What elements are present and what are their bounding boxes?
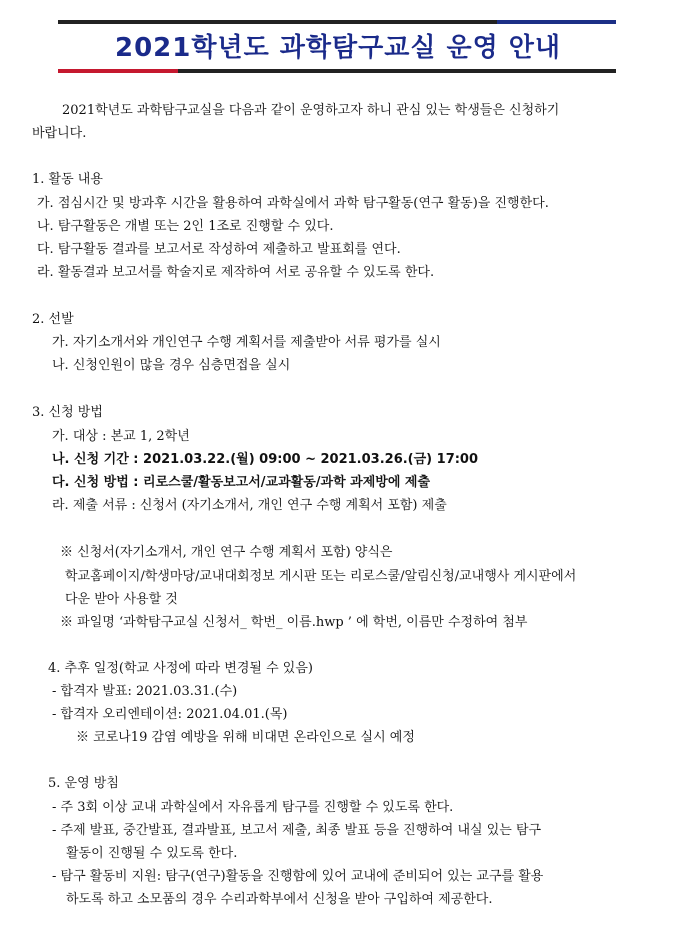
section-2-item-na: 나. 신청인원이 많을 경우 심층면접을 실시: [52, 358, 291, 373]
section-3-heading: 3. 신청 방법: [32, 405, 103, 420]
section-5-item-2-line-2: 활동이 진행될 수 있도록 한다.: [66, 846, 238, 861]
section-3-note-1-line-2: 학교홈페이지/학생마당/교내대회정보 게시판 또는 리로스쿨/알림신청/교내행사 게시판에서: [65, 569, 577, 584]
section-4-item-orientation: - 합격자 오리엔테이션: 2021.04.01.(목): [52, 707, 288, 722]
section-4-heading: 4. 추후 일정(학교 사정에 따라 변경될 수 있음): [48, 661, 313, 676]
section-3-item-ga: 가. 대상 : 본교 1, 2학년: [52, 429, 190, 444]
section-5-item-3-line-1: - 탐구 활동비 지원: 탐구(연구)활동을 진행함에 있어 교내에 준비되어 있는 교구를 활용: [52, 869, 544, 884]
section-3-note-1-line-3: 다운 받아 사용할 것: [65, 592, 178, 607]
section-1-item-ra: 라. 활동결과 보고서를 학술지로 제작하여 서로 공유할 수 있도록 한다.: [37, 265, 435, 280]
section-5-item-3-line-2: 하도록 하고 소모품의 경우 수리과학부에서 신청을 받아 구입하여 제공한다.: [66, 892, 493, 907]
section-3-item-ra-documents: 라. 제출 서류 : 신청서 (자기소개서, 개인 연구 수행 계획서 포함) 제출: [52, 498, 447, 513]
section-1-heading: 1. 활동 내용: [32, 172, 103, 187]
section-3-item-na-period: 나. 신청 기간 : 2021.03.22.(월) 09:00 ~ 2021.03.26.(금) 17:00: [52, 452, 479, 467]
section-2-item-ga: 가. 자기소개서와 개인연구 수행 계획서를 제출받아 서류 평가를 실시: [52, 335, 441, 350]
section-5-item-1: - 주 3회 이상 교내 과학실에서 자유롭게 탐구를 진행할 수 있도록 한다.: [52, 800, 454, 815]
section-1-item-na: 나. 탐구활동은 개별 또는 2인 1조로 진행할 수 있다.: [37, 219, 334, 234]
intro-line-2: 바랍니다.: [32, 126, 87, 141]
section-1-item-da: 다. 탐구활동 결과를 보고서로 작성하여 제출하고 발표회를 연다.: [37, 242, 401, 257]
title-bottom-rule-accent: [58, 69, 178, 73]
document-title: 2021학년도 과학탐구교실 운영 안내: [114, 33, 562, 63]
section-3-note-1-line-1: ※ 신청서(자기소개서, 개인 연구 수행 계획서 포함) 양식은: [60, 545, 393, 560]
section-2-heading: 2. 선발: [32, 312, 74, 327]
section-5-heading: 5. 운영 방침: [48, 776, 119, 791]
section-3-item-da-method: 다. 신청 방법 : 리로스쿨/활동보고서/교과활동/과학 과제방에 제출: [52, 475, 431, 490]
intro-line-1: 2021학년도 과학탐구교실을 다음과 같이 운영하고자 하니 관심 있는 학생들은 신청하기: [62, 103, 560, 118]
section-4-note: ※ 코로나19 감염 예방을 위해 비대면 온라인으로 실시 예정: [76, 730, 415, 745]
section-5-item-2-line-1: - 주제 발표, 중간발표, 결과발표, 보고서 제출, 최종 발표 등을 진행하여 내실 있는 탐구: [52, 823, 542, 838]
section-1-item-ga: 가. 점심시간 및 방과후 시간을 활용하여 과학실에서 과학 탐구활동(연구 활동)을 진행한다.: [37, 196, 549, 211]
section-3-note-2: ※ 파일명 ‘과학탐구교실 신청서_ 학번_ 이름.hwp ’ 에 학번, 이름만 수정하여 첨부: [60, 615, 528, 630]
title-top-rule-accent: [497, 20, 616, 24]
section-4-item-announcement: - 합격자 발표: 2021.03.31.(수): [52, 684, 238, 699]
